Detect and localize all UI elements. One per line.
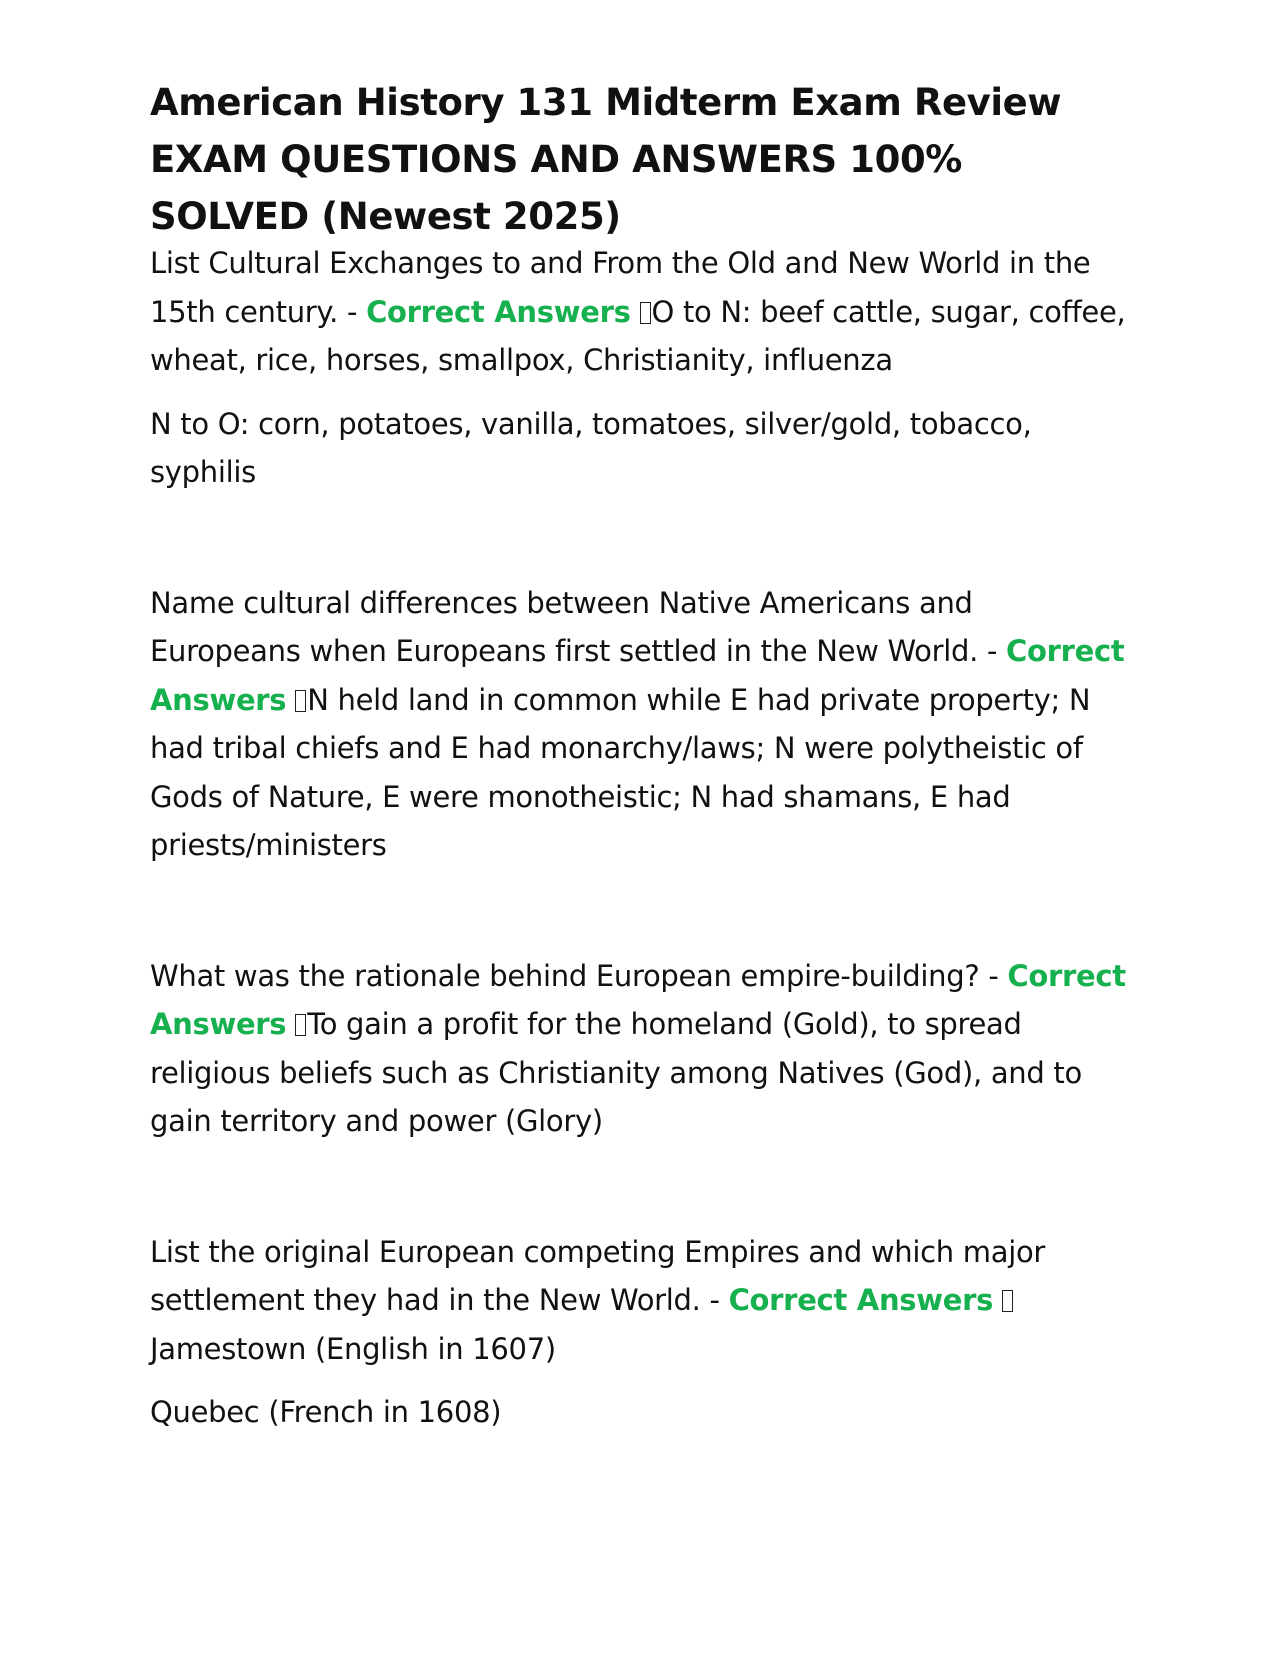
- answer-text: O to N: beef cattle, sugar, coffee, wheat, rice, horses, smallpox, Christianity, influenza: [150, 294, 1126, 377]
- correct-answers-label: Correct Answers: [150, 958, 1126, 1041]
- document-title: American History 131 Midterm Exam Review EXAM QUESTIONS AND ANSWERS 100% SOLVED (Newest 2025): [150, 81, 1062, 238]
- correct-answers-label: Correct Answers: [150, 634, 1125, 717]
- missing-glyph-icon: [640, 302, 651, 324]
- qa-item-1: [150, 239, 1130, 385]
- answer-continuation: N to O: corn, potatoes, vanilla, tomatoes, silver/gold, tobacco, syphilis: [150, 406, 1032, 489]
- correct-answers-label: Correct Answers: [728, 1283, 994, 1317]
- question-text: List the original European competing Empires and which major settlement they had in the New World. -: [150, 1234, 1046, 1317]
- answer-continuation: Quebec (French in 1608): [150, 1395, 502, 1429]
- answer-text: To gain a profit for the homeland (Gold), to spread religious beliefs such as Christianity among Natives (God), and to gain territory and power (Glory): [150, 1007, 1082, 1138]
- missing-glyph-icon: [295, 690, 306, 712]
- document-page: [150, 74, 1130, 1437]
- qa-item-3: [150, 952, 1130, 1146]
- missing-glyph-icon: [1002, 1290, 1013, 1312]
- missing-glyph-icon: [295, 1014, 306, 1036]
- answer-text: N held land in common while E had private property; N had tribal chiefs and E had monarchy/laws; N were polytheistic of Gods of Nature, E were monotheistic; N had shamans, E had priests/ministers: [150, 682, 1091, 862]
- question-text: What was the rationale behind European empire-building? -: [150, 958, 1008, 993]
- answer-text: Jamestown (English in 1607): [150, 1331, 556, 1366]
- qa-item-2: [150, 579, 1130, 870]
- question-text: List Cultural Exchanges to and From the Old and New World in the 15th century. -: [150, 246, 1091, 329]
- question-text: Name cultural differences between Native Americans and Europeans when Europeans first settled in the New World. -: [150, 585, 1007, 668]
- qa-item-4: [150, 1228, 1130, 1374]
- correct-answers-label: Correct Answers: [366, 294, 631, 329]
